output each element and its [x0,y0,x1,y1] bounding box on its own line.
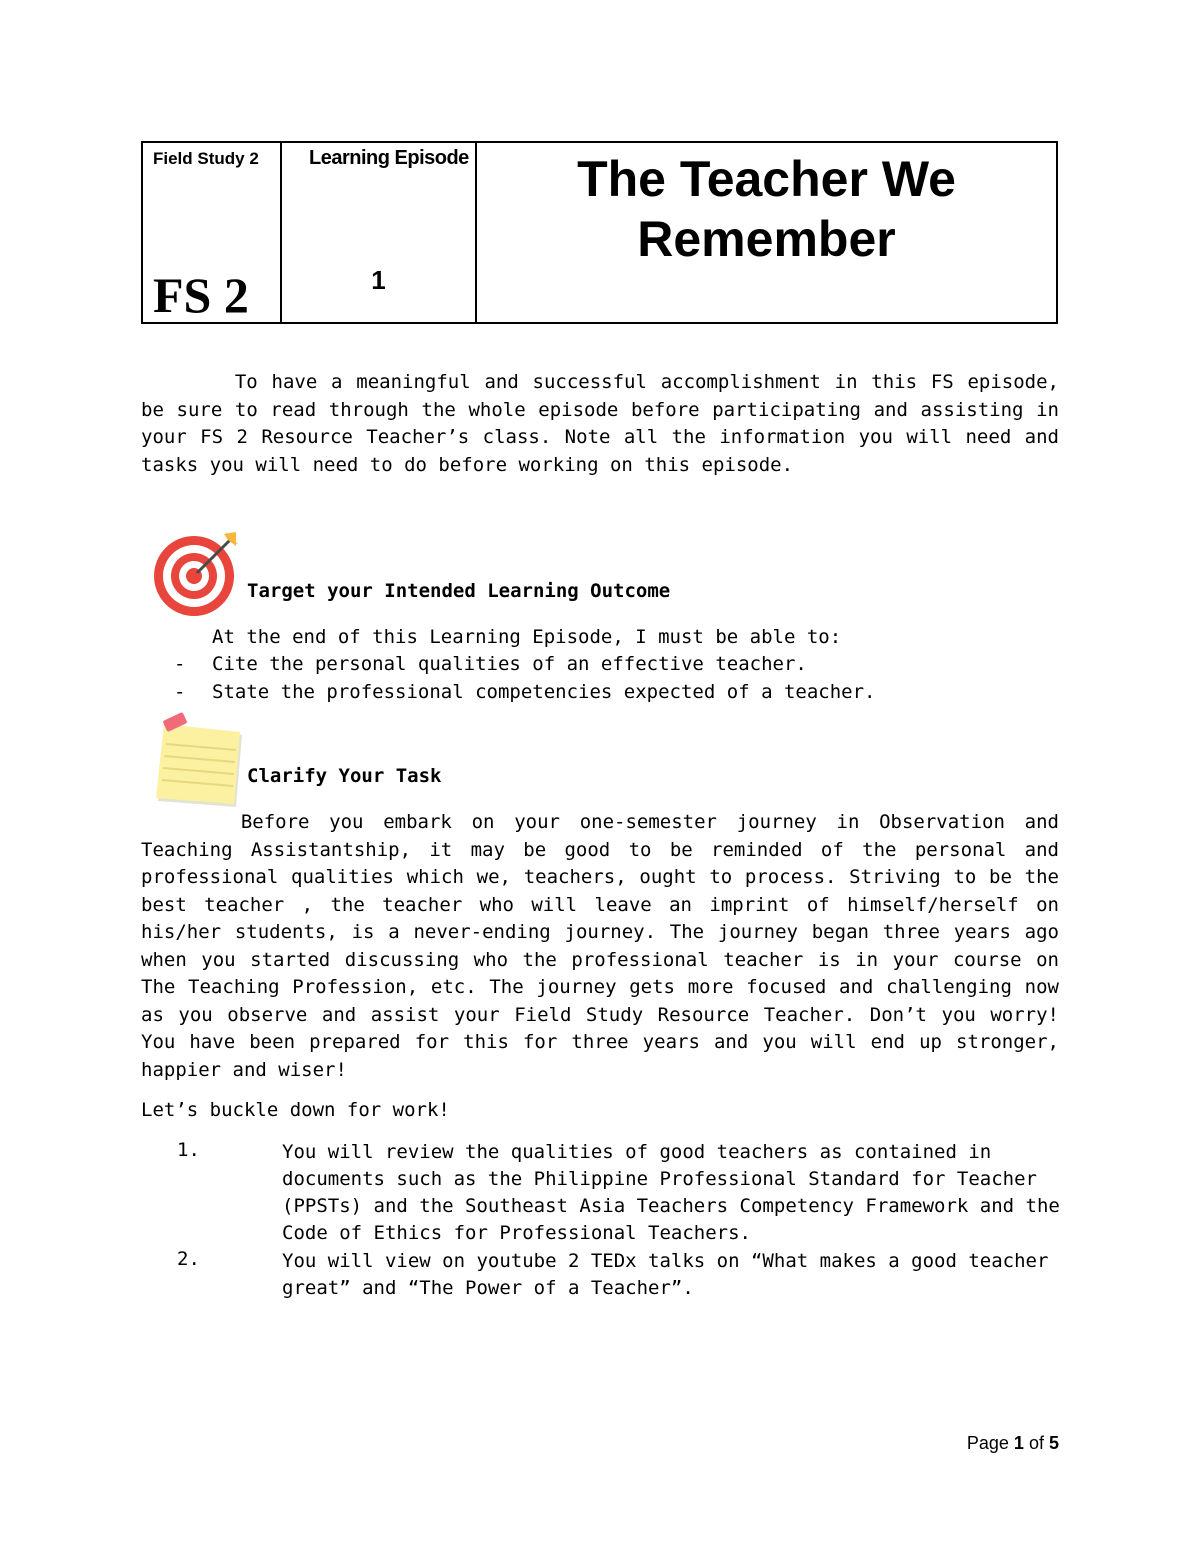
target-icon [152,528,242,618]
field-study-label: Field Study 2 [153,149,259,168]
target-lead: At the end of this Learning Episode, I must be able to: [212,626,842,648]
page-number [967,1433,1059,1454]
bullet-dash: - [174,681,186,703]
episode-title-line2: Remember [637,211,896,267]
sticky-note-icon [150,712,245,807]
bullet-dash: - [174,653,186,675]
step-text: You will view on youtube 2 TEDx talks on “What makes a good teacher great” and “The Power of a Teacher”. [282,1250,1049,1299]
of-word: of [1028,1433,1044,1453]
call-to-action: Let’s buckle down for work! [141,1099,450,1121]
step-number: 1. [177,1139,200,1161]
page-total: 5 [1048,1433,1059,1453]
step-number: 2. [177,1248,200,1270]
page-word: Page [966,1433,1009,1453]
episode-title-cell [477,143,1056,322]
step-text: You will review the qualities of good teachers as contained in documents such as the Philippine Professional Standard for Teacher (PPSTs) and the Southeast Asia Teachers Competency Framework and the Code of Ethics for Professional Teachers. [282,1141,1060,1244]
intro-paragraph: To have a meaningful and successful accomplishment in this FS episode, be sure to read through the whole episode before participating and assisting in your FS 2 Resource Teacher’s class. Note all the information you will need and tasks you will need to do before working on this episode. [141,371,1071,476]
bullet-text: Cite the personal qualities of an effective teacher. [212,653,807,675]
episode-title [477,149,1056,269]
clarify-heading: Clarify Your Task [247,765,442,787]
clarify-body: Before you embark on your one-semester journey in Observation and Teaching Assistantship, it may be good to be reminded of the personal and professional qualities which we, teachers, ought to process. Striving to be the best teacher , the teacher who will leave an imprint of himself/herself on his/her students, is a never-ending journey. The journey began three years ago when you started discussing who the professional teacher is in your course on The Teaching Profession, etc. The journey gets more focused and challenging now as you observe and assist your Field Study Resource Teacher. Don’t you worry! You have been prepared for this for three years and you will end up stronger, happier and wiser! [141,811,1071,1081]
field-study-cell [143,143,282,322]
episode-number: 1 [371,265,386,295]
episode-title-line1: The Teacher We [577,151,956,207]
episode-header-table [141,141,1058,324]
learning-episode-label: Learning Episode [309,147,469,169]
learning-episode-cell [282,143,477,322]
target-heading: Target your Intended Learning Outcome [247,580,671,602]
page-current: 1 [1013,1433,1024,1453]
course-code: FS 2 [153,267,249,323]
bullet-text: State the professional competencies expected of a teacher. [212,681,876,703]
